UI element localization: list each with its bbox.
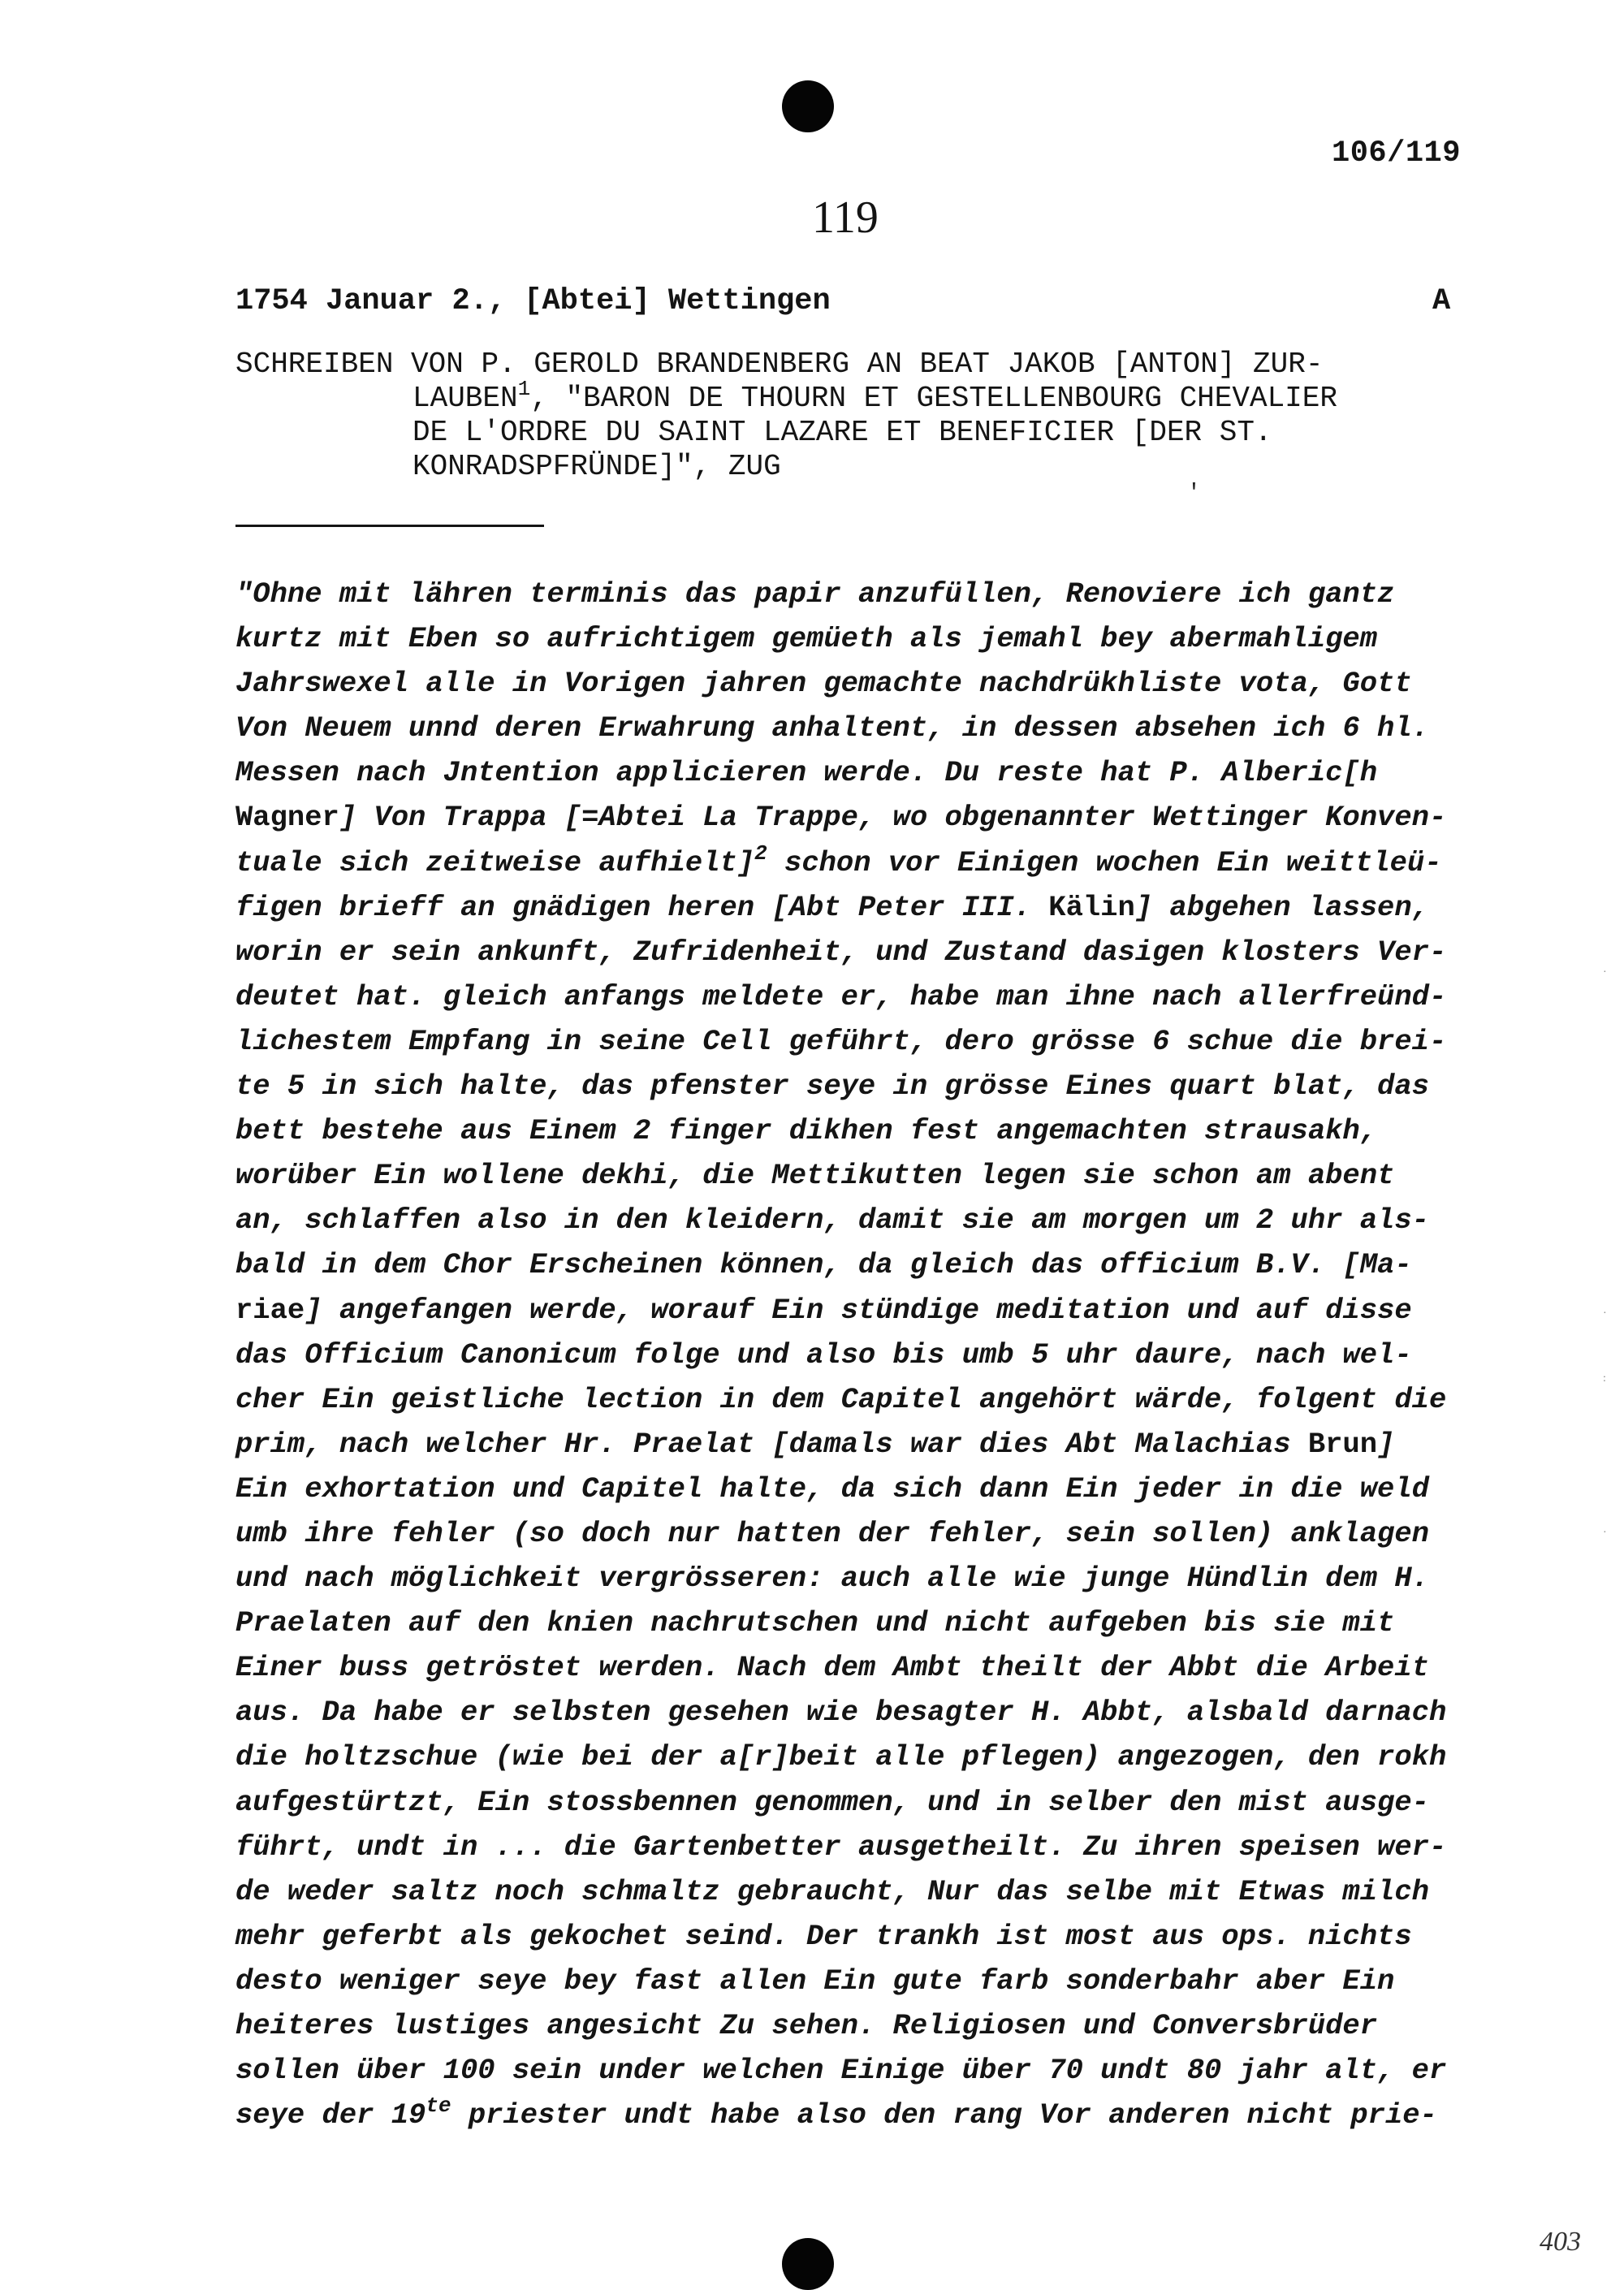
heading-text: LAUBEN bbox=[412, 382, 518, 415]
text-segment: ] angefangen werde, worauf Ein stündige meditation und auf disse bbox=[304, 1293, 1412, 1327]
text-line: Ein exhortation und Capitel halte, da sich dann Ein jeder in die weld bbox=[235, 1471, 1429, 1506]
heading-text: , "BARON DE THOURN ET GESTELLENBOURG CHEVALIER bbox=[530, 382, 1337, 415]
text-segment: ] bbox=[1377, 1427, 1395, 1461]
text-line: kurtz mit Eben so aufrichtigem gemüeth als jemahl bey abermahligem bbox=[235, 622, 1378, 656]
document-heading bbox=[235, 348, 1486, 484]
page-reference: 106/119 bbox=[1332, 136, 1461, 171]
text-segment: ] abgehen lassen, bbox=[1134, 890, 1429, 924]
text-line: Einer buss getröstet werden. Nach dem Ambt theilt der Abbt die Arbeit bbox=[235, 1651, 1429, 1685]
text-line: umb ihre fehler (so doch nur hatten der fehler, sein sollen) anklagen bbox=[235, 1516, 1429, 1550]
heading-line: KONRADSPFRÜNDE]", ZUG bbox=[412, 450, 781, 483]
heading-line bbox=[235, 377, 1486, 416]
text-line: desto weniger seye bey fast allen Ein gute farb sonderbahr aber Ein bbox=[235, 1964, 1395, 1998]
letter-body bbox=[235, 572, 1486, 2137]
margin-mark: · bbox=[1603, 1307, 1607, 1320]
text-segment: prim, nach welcher Hr. Praelat [damals war dies Abt Malachias bbox=[235, 1427, 1308, 1461]
text-line: "Ohne mit lähren terminis das papir anzufüllen, Renoviere ich gantz bbox=[235, 577, 1395, 611]
text-segment: tuale sich zeitweise aufhielt] bbox=[235, 845, 755, 879]
text-line: das Officium Canonicum folge und also bis umb 5 uhr daure, nach wel- bbox=[235, 1337, 1412, 1372]
text-line: führt, undt in ... die Gartenbetter ausgetheilt. Zu ihren speisen wer- bbox=[235, 1830, 1447, 1864]
text-segment: figen brieff an gnädigen heren [Abt Peter III. bbox=[235, 890, 1049, 924]
footnote-marker: 1 bbox=[517, 377, 531, 401]
text-line: cher Ein geistliche lection in dem Capitel angehört wärde, folgent die bbox=[235, 1382, 1447, 1416]
person-name: Brun bbox=[1307, 1427, 1378, 1461]
footnote-marker: 2 bbox=[754, 840, 767, 866]
text-line: aus. Da habe er selbsten gesehen wie besagter H. Abbt, alsbald darnach bbox=[235, 1696, 1447, 1730]
text-line bbox=[235, 840, 1486, 885]
separator-rule bbox=[235, 525, 544, 527]
person-name: Wagner bbox=[235, 801, 339, 835]
text-line: Messen nach Jntention applicieren werde. Du reste hat P. Alberic[h bbox=[235, 756, 1378, 790]
text-line: und nach möglichkeit vergrösseren: auch alle wie junge Hündlin dem H. bbox=[235, 1562, 1429, 1596]
text-line: mehr geferbt als gekochet seind. Der trankh ist most aus ops. nichts bbox=[235, 1919, 1412, 1953]
text-line: an, schlaffen also in den kleidern, damit sie am morgen um 2 uhr als- bbox=[235, 1203, 1429, 1238]
text-line: deutet hat. gleich anfangs meldete er, habe man ihne nach allerfreünd- bbox=[235, 979, 1447, 1013]
text-segment: priester undt habe also den rang Vor anderen nicht prie- bbox=[451, 2098, 1437, 2132]
text-line: de weder saltz noch schmaltz gebraucht, Nur das selbe mit Etwas milch bbox=[235, 1874, 1429, 1908]
text-segment: ] Von Trappa [=Abtei La Trappe, wo obgenannter Wettinger Konven- bbox=[339, 801, 1447, 835]
text-line bbox=[235, 1288, 1486, 1333]
text-line: worüber Ein wollene dekhi, die Mettikutten legen sie schon am abent bbox=[235, 1159, 1395, 1193]
superscript-text: te bbox=[425, 2093, 451, 2119]
margin-mark: : bbox=[1603, 1372, 1606, 1385]
text-line: Von Neuem unnd deren Erwahrung anhaltent, in dessen absehen ich 6 hl. bbox=[235, 711, 1429, 745]
text-line bbox=[235, 885, 1486, 930]
punch-hole-bottom bbox=[782, 2238, 834, 2290]
handwritten-page-number: 403 bbox=[1540, 2227, 1581, 2257]
text-line: te 5 in sich halte, das pfenster seye in grösse Eines quart blat, das bbox=[235, 1069, 1429, 1104]
text-line bbox=[235, 795, 1486, 840]
text-line: aufgestürtzt, Ein stossbennen genommen, und in selber den mist ausge- bbox=[235, 1785, 1429, 1819]
text-line: heiteres lustiges angesicht Zu sehen. Religiosen und Conversbrüder bbox=[235, 2009, 1378, 2042]
punch-hole-top bbox=[782, 80, 834, 132]
text-segment: seye der 19 bbox=[235, 2098, 426, 2132]
text-segment: schon vor Einigen wochen Ein weittleü- bbox=[767, 845, 1442, 879]
margin-mark: · bbox=[1603, 1527, 1607, 1539]
text-line: lichestem Empfang in seine Cell geführt, dero grösse 6 schue die brei- bbox=[235, 1024, 1447, 1058]
word-emphasis: riae bbox=[235, 1293, 305, 1327]
margin-mark: · bbox=[1603, 966, 1607, 979]
text-line: die holtzschue (wie bei der a[r]beit alle pflegen) angezogen, den rokh bbox=[235, 1740, 1447, 1774]
text-line: Jahrswexel alle in Vorigen jahren gemachte nachdrükhliste vota, Gott bbox=[235, 667, 1412, 701]
text-line: worin er sein ankunft, Zufridenheit, und Zustand dasigen klosters Ver- bbox=[235, 935, 1447, 969]
text-line bbox=[235, 1422, 1486, 1467]
text-line: bald in dem Chor Erscheinen können, da gleich das officium B.V. [Ma- bbox=[235, 1248, 1412, 1282]
person-name: Kälin bbox=[1048, 890, 1135, 924]
document-number: 119 bbox=[812, 192, 879, 243]
date-place-line: 1754 Januar 2., [Abtei] Wettingen bbox=[235, 284, 831, 318]
heading-line: DE L'ORDRE DU SAINT LAZARE ET BENEFICIER [DER ST. bbox=[412, 416, 1272, 449]
heading-line: SCHREIBEN VON P. GEROLD BRANDENBERG AN BEAT JAKOB [ANTON] ZUR- bbox=[235, 348, 1324, 381]
stray-mark: ′ bbox=[1187, 481, 1201, 506]
text-line bbox=[235, 2093, 1486, 2137]
document-category: A bbox=[1432, 284, 1451, 318]
text-line: Praelaten auf den knien nachrutschen und nicht aufgeben bis sie mit bbox=[235, 1606, 1395, 1640]
text-line: bett bestehe aus Einem 2 finger dikhen fest angemachten strausakh, bbox=[235, 1114, 1378, 1148]
text-line: sollen über 100 sein under welchen Einige über 70 undt 80 jahr alt, er bbox=[235, 2054, 1447, 2088]
